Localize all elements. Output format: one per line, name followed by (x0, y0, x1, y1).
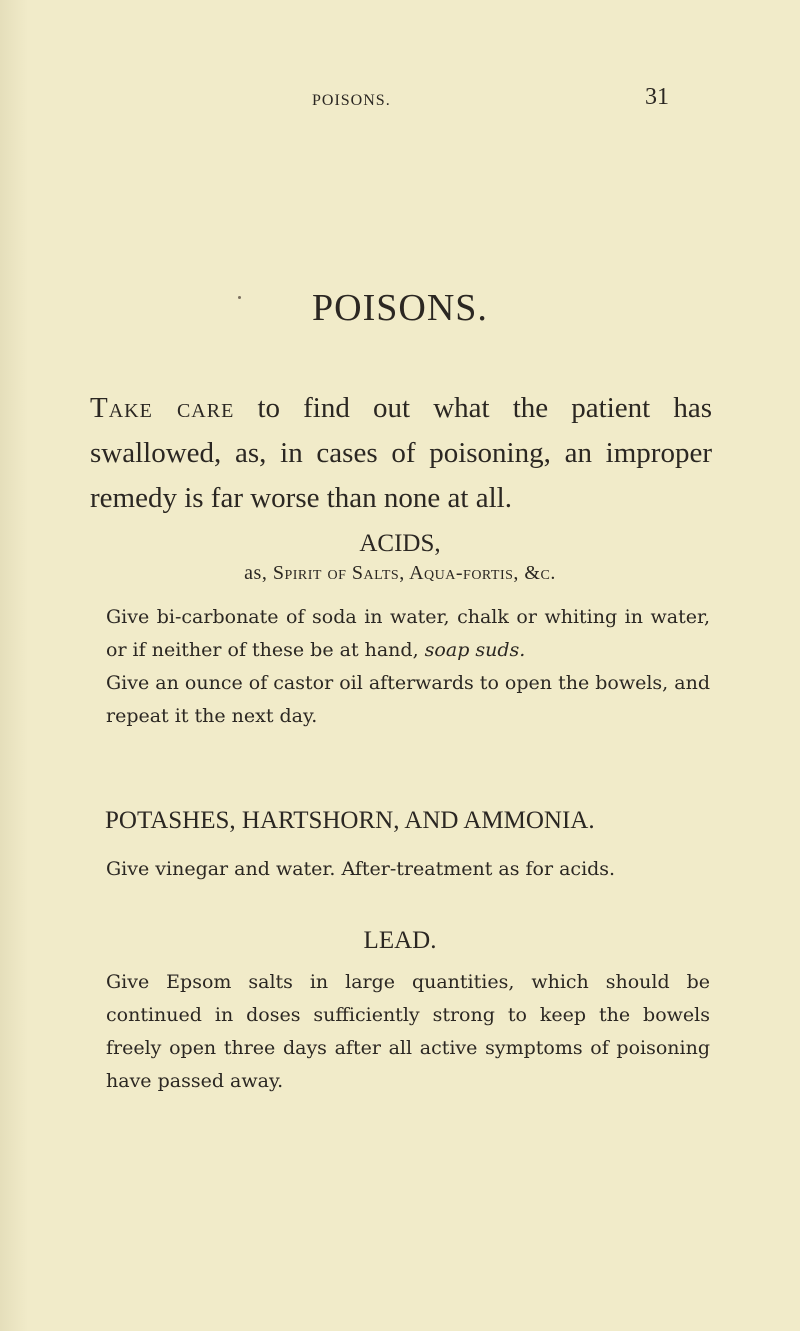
acids-paragraph-2: Give an ounce of castor oil afterwards to open the bowels, and repeat it the next day. (106, 672, 710, 727)
acids-p1-text: Give bi-carbonate of soda in water, chalk or whiting in water, or if neither of these be at hand, (106, 606, 710, 661)
section-heading-acids: ACIDS, (359, 530, 441, 557)
section-body-lead (106, 966, 710, 1098)
subheading-text: Spirit of Salts, Aqua-fortis, &c. (272, 562, 556, 584)
section-heading-potashes: POTASHES, HARTSHORN, AND AMMONIA. (105, 807, 595, 834)
potashes-paragraph-1: Give vinegar and water. After-treatment as for acids. (106, 858, 616, 880)
intro-lead-caps: Take care (90, 392, 235, 424)
page-number: 31 (645, 84, 669, 110)
chapter-title: POISONS. (312, 287, 488, 329)
lead-paragraph-1: Give Epsom salts in large quantities, which should be continued in doses sufficiently strong to keep the bowels freely open three days after all active symptoms of poisoning have passed away. (106, 971, 710, 1092)
subheading-prefix: as, (244, 562, 273, 584)
acids-p1-italic: soap suds. (424, 639, 526, 661)
section-heading-lead: LEAD. (363, 927, 437, 954)
running-title: POISONS. (312, 92, 391, 109)
section-subheading-acids (0, 562, 800, 585)
section-body-potashes (106, 853, 710, 886)
section-body-acids (106, 601, 710, 733)
acids-paragraph-1 (106, 601, 710, 667)
intro-paragraph (90, 386, 712, 521)
running-head (0, 84, 800, 114)
intro-text: to find out what the patient has swallowed, as, in cases of poisoning, an improper remedy is far worse than none at all. (90, 392, 712, 514)
